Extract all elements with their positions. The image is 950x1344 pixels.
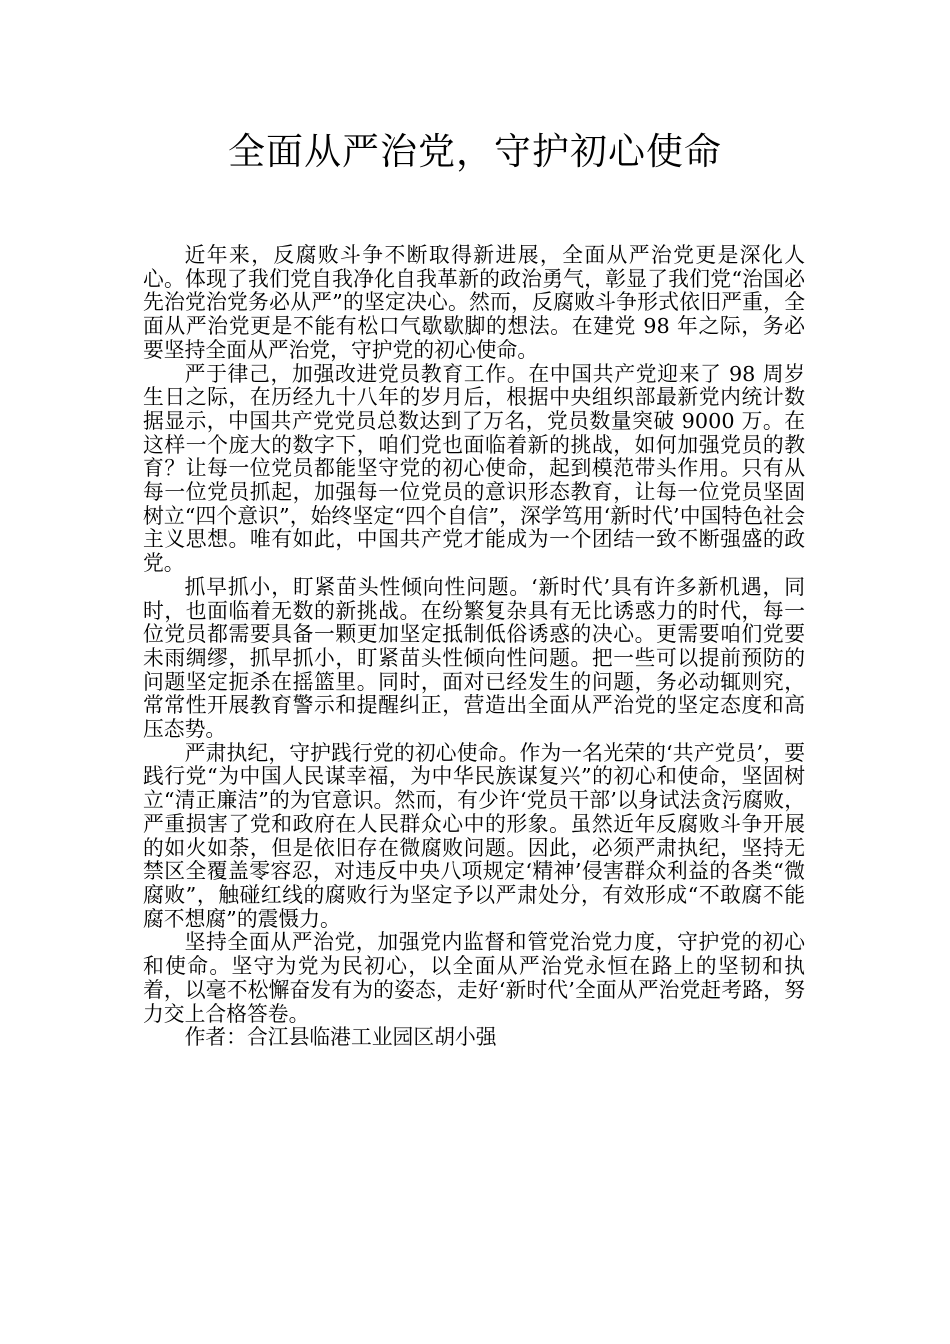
author-line: 作者：合江县临港工业园区胡小强 — [184, 1025, 497, 1050]
paragraph-strict-discipline: 严肃执纪，守护践行党的初心使命。作为一名光荣的‘共产党员’，要践行党“为中国人民谋幸福，为中华民族谋复兴”的初心和使命，坚固树立“清正廉洁”的为官意识。然而，有少许‘党员干部’以身试法贪污腐败，严重损害了党和政府在人民群众心中的形象。虽然近年反腐败斗争开展的如火如荼，但是依旧存在微腐败问题。因此，必须严肃执纪，坚持无禁区全覆盖零容忍，对违反中央八项规定‘精神’侵害群众利益的各类“微腐败”，触碰红线的腐败行为坚定予以严肃处分，有效形成“不敢腐不能腐不想腐”的震慑力。 — [143, 740, 805, 931]
paragraph-party-education: 严于律己，加强改进党员教育工作。在中国共产党迎来了 98 周岁生日之际，在历经九十八年的岁月后，根据中央组织部最新党内统计数据显示，中国共产党党员总数达到了万名，党员数量突破 9000 万。在这样一个庞大的数字下，咱们党也面临着新的挑战，如何加强党员的教育？让每一位党员都能坚守党的初心使命，起到模范带头作用。只有从每一位党员抓起，加强每一位党员的意识形态教育，让每一位党员坚固树立“四个意识”，始终坚定“四个自信”，深学笃用‘新时代’中国特色社会主义思想。唯有如此，中国共产党才能成为一个团结一致不断强盛的政党。 — [143, 361, 805, 576]
document-body — [143, 244, 805, 1050]
paragraph-conclusion: 坚持全面从严治党，加强党内监督和管党治党力度，守护党的初心和使命。坚守为党为民初心，以全面从严治党永恒在路上的坚韧和执着，以毫不松懈奋发有为的姿态，走好‘新时代’全面从严治党赶考路，努力交上合格答卷。 — [143, 930, 805, 1026]
paragraph-intro: 近年来，反腐败斗争不断取得新进展，全面从严治党更是深化人心。体现了我们党自我净化自我革新的政治勇气，彰显了我们党“治国必先治党治党务必从严”的坚定决心。然而，反腐败斗争形式依旧严重，全面从严治党更是不能有松口气歇歇脚的想法。在建党 98 年之际，务必要坚持全面从严治党，守护党的初心使命。 — [143, 243, 805, 362]
paragraph-early-prevention: 抓早抓小，盯紧苗头性倾向性问题。‘新时代’具有许多新机遇，同时，也面临着无数的新挑战。在纷繁复杂具有无比诱惑力的时代，每一位党员都需要具备一颗更加坚定抵制低俗诱惑的决心。更需要咱们党要未雨绸缪，抓早抓小，盯紧苗头性倾向性问题。把一些可以提前预防的问题坚定扼杀在摇篮里。同时，面对已经发生的问题，务必动辄则究，常常性开展教育警示和提醒纠正，营造出全面从严治党的坚定态度和高压态势。 — [143, 574, 805, 742]
document-title: 全面从严治党，守护初心使命 — [228, 130, 722, 173]
